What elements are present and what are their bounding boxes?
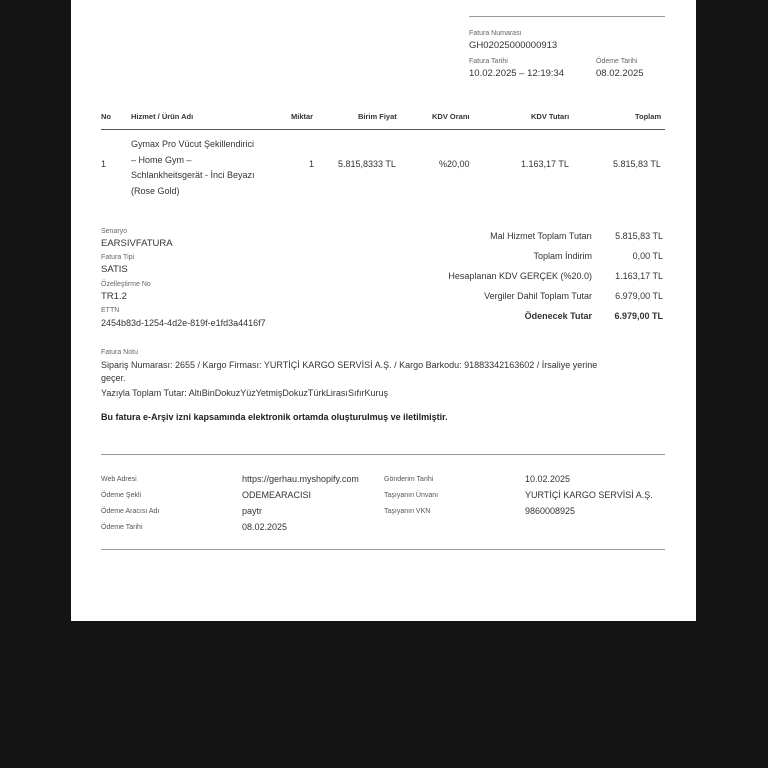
scenario-label: Senaryo (101, 228, 128, 235)
invoice-number: GH02025000000913 (469, 40, 558, 51)
col-header-item: Hizmet / Ürün Adı (131, 112, 194, 121)
row-item (131, 137, 281, 199)
row-unit-price: 5.815,8333 TL (338, 159, 396, 169)
ettn: 2454b83d-1254-4d2e-819f-e1fd3a4416f7 (101, 318, 266, 328)
payment-date-label: Ödeme Tarihi (596, 58, 638, 65)
invoice-note (101, 359, 661, 400)
footer-payment-date-label: Ödeme Tarihi (101, 524, 143, 531)
row-total: 5.815,83 TL (613, 159, 661, 169)
ettn-label: ETTN (101, 307, 120, 314)
discount-label: Toplam İndirim (533, 251, 592, 261)
carrier-vkn-label: Taşıyanın VKN (384, 508, 431, 515)
payment-agent-label: Ödeme Aracısı Adı (101, 508, 160, 515)
note-line: Yazıyla Toplam Tutar: AltıBinDokuzYüzYetmişDokuzTürkLirasıSıfırKuruş (101, 388, 388, 398)
row-item-line: Schlankheitsgerät - İnci Beyazı (131, 170, 255, 180)
row-vat-rate: %20,00 (439, 159, 470, 169)
web-address[interactable]: https://gerhau.myshopify.com (242, 474, 359, 484)
discount: 0,00 TL (632, 251, 663, 261)
col-header-vat-rate: KDV Oranı (432, 112, 470, 121)
invoice-type: SATIS (101, 264, 128, 275)
carrier-name: YURTİÇİ KARGO SERVİSİ A.Ş. (525, 490, 653, 500)
shipping-date: 10.02.2025 (525, 474, 571, 484)
footer-payment-date: 08.02.2025 (242, 522, 288, 532)
web-address-label: Web Adresi (101, 476, 137, 483)
payable: 6.979,00 TL (614, 311, 663, 321)
row-item-line: – Home Gym – (131, 154, 192, 165)
payment-agent: paytr (242, 506, 263, 516)
row-item-line: (Rose Gold) (131, 185, 180, 196)
invoice-date-label: Fatura Tarihi (469, 58, 508, 65)
invoice-date: 10.02.2025 – 12:19:34 (469, 68, 565, 79)
invoice-number-label: Fatura Numarası (469, 30, 522, 37)
customization-label: Özelleştirme No (101, 281, 151, 288)
vat-total-label: Hesaplanan KDV GERÇEK (%20.0) (448, 271, 592, 281)
row-no: 1 (101, 159, 107, 169)
row-qty: 1 (309, 159, 315, 169)
total-incl-tax-label: Vergiler Dahil Toplam Tutar (484, 291, 592, 301)
col-header-no: No (101, 112, 111, 121)
note-line: Sipariş Numarası: 2655 / Kargo Firması: YURTİÇİ KARGO SERVİSİ A.Ş. / Kargo Barkodu: 91883342163602 / İrsaliye yerine (101, 360, 598, 370)
footer-bottom-divider (101, 549, 665, 550)
row-vat-amount: 1.163,17 TL (521, 159, 569, 169)
payment-date: 08.02.2025 (596, 68, 644, 79)
goods-total: 5.815,83 TL (615, 231, 663, 241)
carrier-name-label: Taşıyanın Ünvanı (384, 492, 439, 499)
vat-total: 1.163,17 TL (615, 271, 663, 281)
total-incl-tax: 6.979,00 TL (615, 291, 663, 301)
e-archive-statement: Bu fatura e-Arşiv izni kapsamında elektronik ortamda oluşturulmuş ve iletilmiştir. (101, 412, 448, 422)
top-divider (469, 16, 665, 17)
customization: TR1.2 (101, 291, 127, 302)
payment-method-label: Ödeme Şekli (101, 492, 142, 499)
invoice-note-label: Fatura Notu (101, 349, 138, 356)
payable-label: Ödenecek Tutar (524, 311, 592, 321)
goods-total-label: Mal Hizmet Toplam Tutarı (490, 231, 592, 241)
footer-top-divider (101, 454, 665, 455)
col-header-vat-amount: KDV Tutarı (531, 112, 570, 121)
col-header-qty: Miktar (291, 112, 314, 121)
col-header-unit-price: Birim Fiyat (358, 112, 397, 121)
carrier-vkn: 9860008925 (525, 506, 576, 516)
col-header-total: Toplam (635, 112, 662, 121)
row-item-line: Gymax Pro Vücut Şekillendirici (131, 139, 255, 149)
invoice-type-label: Fatura Tipi (101, 254, 135, 261)
scenario: EARSIVFATURA (101, 238, 173, 249)
table-header-divider (101, 129, 665, 130)
shipping-date-label: Gönderim Tarihi (384, 476, 434, 483)
invoice-sheet (71, 0, 696, 621)
note-line: geçer. (101, 372, 126, 383)
payment-method: ODEMEARACISI (242, 490, 312, 500)
